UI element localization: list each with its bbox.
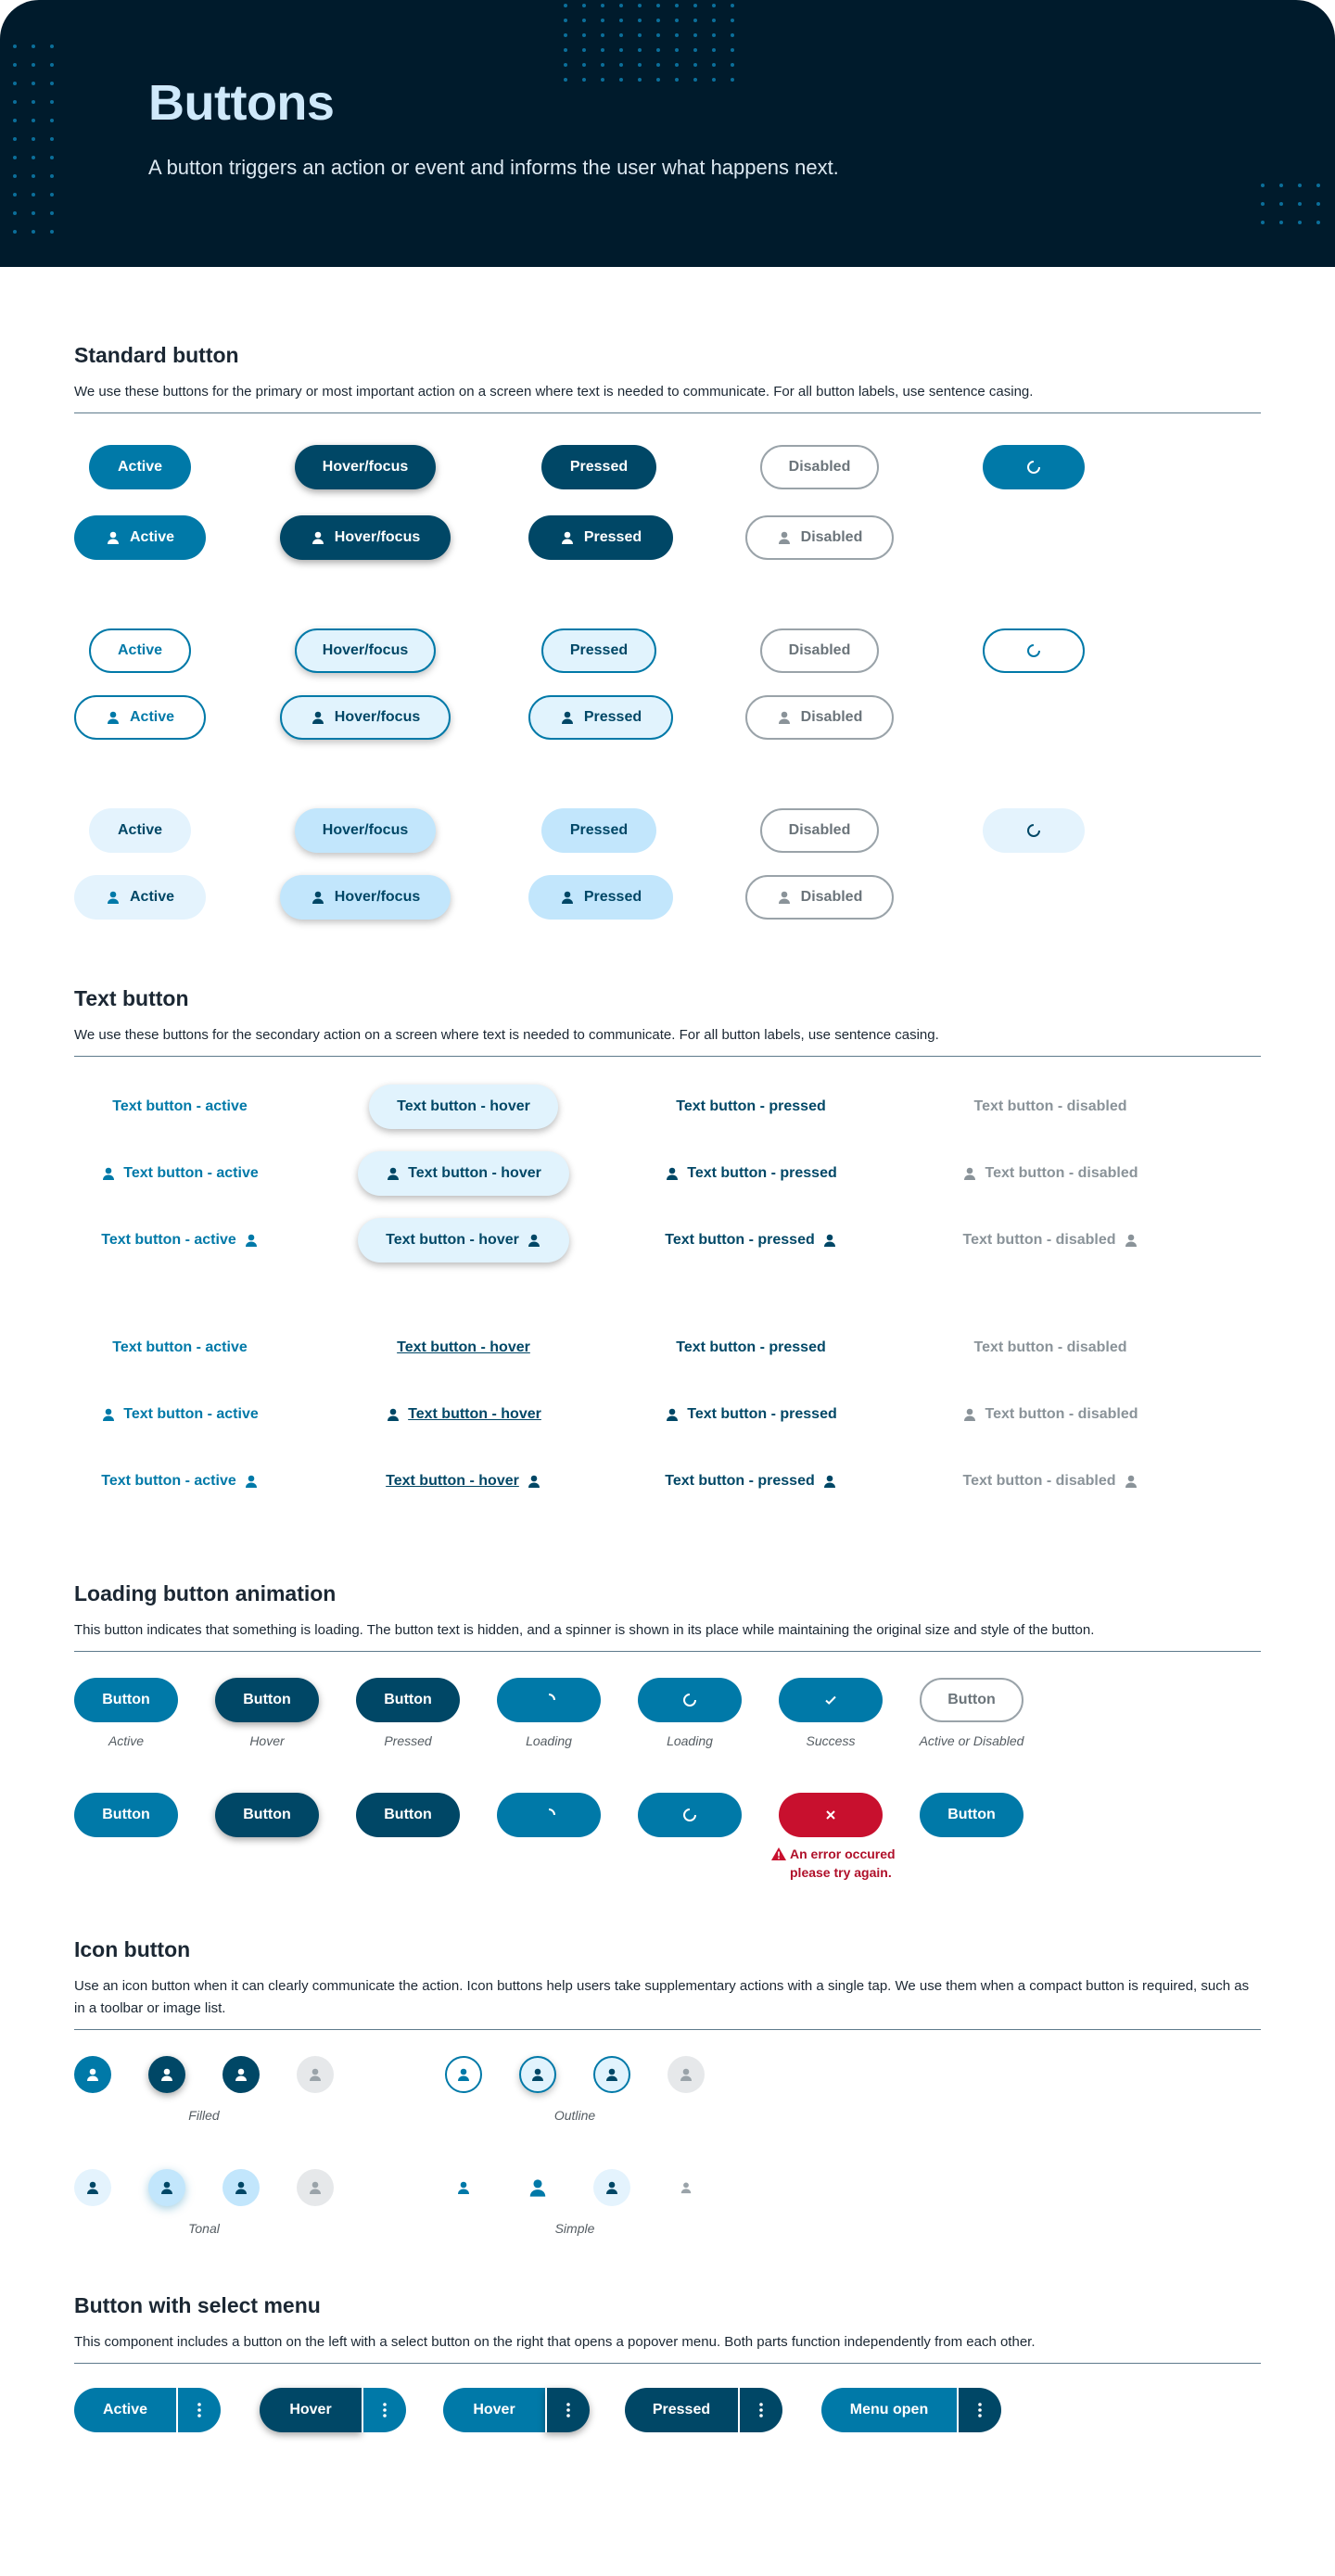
user-icon — [159, 2067, 174, 2082]
dot — [582, 33, 586, 37]
split-button-hover-main — [260, 2388, 406, 2432]
tonal-loading-button[interactable] — [983, 808, 1085, 853]
kebab-menu-icon — [197, 2403, 201, 2417]
dot — [638, 63, 642, 67]
dot — [13, 230, 17, 234]
dot — [712, 78, 716, 82]
divider — [74, 2029, 1261, 2030]
dot — [13, 82, 17, 85]
caption-active-or-disabled: Active or Disabled — [919, 1733, 1024, 1748]
text-button-active-leading-icon[interactable]: Text button - active — [96, 1151, 263, 1196]
caption-filled: Filled — [188, 2108, 220, 2123]
dot — [731, 19, 734, 22]
section-description: We use these buttons for the primary or most important action on a screen where text is needed to communicate. For all button labels, use sentence casing. — [74, 384, 1034, 400]
divider — [74, 2363, 1261, 2364]
icon-button-outline-disabled[interactable] — [668, 2056, 705, 2093]
user-icon — [1124, 1233, 1138, 1248]
user-icon — [311, 890, 325, 905]
dot-pattern-top — [564, 4, 734, 82]
outline-active-icon-button[interactable]: Active — [74, 695, 206, 740]
section-title: Text button — [74, 986, 189, 1010]
text-button-disabled[interactable]: Text button - disabled — [973, 1098, 1127, 1114]
dot — [656, 33, 660, 37]
spinner-icon — [1026, 643, 1041, 658]
split-button-active — [74, 2388, 221, 2432]
dot-pattern-right — [1261, 184, 1320, 224]
dot — [731, 78, 734, 82]
dot — [619, 78, 623, 82]
icon-button-tonal-active[interactable] — [74, 2169, 111, 2206]
text-button-active-leading-icon[interactable]: Text button - active — [96, 1392, 263, 1437]
dot — [675, 78, 679, 82]
dot — [50, 100, 54, 104]
spinner-icon — [682, 1693, 697, 1707]
text-button-pressed[interactable]: Text button - pressed — [676, 1098, 826, 1114]
dot — [13, 137, 17, 141]
dot — [1279, 202, 1283, 206]
filled-pressed-button[interactable]: Pressed — [541, 445, 656, 489]
dot — [601, 78, 604, 82]
kebab-menu-icon — [383, 2403, 387, 2417]
dot — [564, 48, 567, 52]
loading-success-button[interactable] — [779, 1678, 883, 1722]
split-button-select[interactable] — [738, 2388, 782, 2432]
section-title: Icon button — [74, 1937, 191, 1961]
dot — [656, 19, 660, 22]
text-button-hover[interactable]: Text button - hover — [369, 1085, 558, 1129]
dot-pattern-left — [13, 44, 54, 234]
user-icon — [777, 530, 792, 545]
dot — [13, 193, 17, 197]
dot — [731, 48, 734, 52]
dot — [1261, 184, 1265, 187]
split-button-select[interactable] — [362, 2388, 406, 2432]
user-icon — [962, 1407, 977, 1422]
dot — [50, 82, 54, 85]
dot — [656, 4, 660, 7]
dot — [32, 137, 35, 141]
user-icon — [308, 2067, 323, 2082]
user-icon — [665, 1166, 680, 1181]
user-icon — [101, 1407, 116, 1422]
caption-simple: Simple — [554, 2221, 595, 2236]
outline-loading-button[interactable] — [983, 628, 1085, 673]
text-button-active[interactable]: Text button - active — [112, 1098, 248, 1114]
loading-pressed-button[interactable]: Button — [356, 1678, 460, 1722]
outline-pressed-button[interactable]: Pressed — [541, 628, 656, 673]
loading-active-button[interactable]: Button — [920, 1793, 1024, 1837]
dot — [50, 44, 54, 48]
user-icon — [528, 2177, 548, 2198]
dot — [675, 63, 679, 67]
dot — [50, 174, 54, 178]
dot — [675, 48, 679, 52]
dot — [1261, 221, 1265, 224]
user-icon — [530, 2067, 545, 2082]
dot — [13, 100, 17, 104]
icon-button-section — [74, 1937, 1261, 2265]
user-icon — [560, 890, 575, 905]
user-icon — [822, 1474, 837, 1489]
dot — [1279, 221, 1283, 224]
dot — [582, 48, 586, 52]
user-icon — [234, 2067, 248, 2082]
dot — [50, 230, 54, 234]
text-button-pressed-trailing-icon[interactable]: Text button - pressed — [658, 1459, 844, 1504]
dot — [1316, 184, 1320, 187]
text-button-hover-underline-trailing-icon[interactable]: Text button - hover — [358, 1459, 569, 1504]
tonal-hover-icon-button[interactable]: Hover/focus — [280, 875, 451, 920]
user-icon — [527, 1233, 541, 1248]
dot — [601, 33, 604, 37]
dot — [693, 4, 697, 7]
dot — [564, 4, 567, 7]
spinner-icon — [1026, 823, 1041, 838]
text-button-active[interactable]: Text button - active — [112, 1339, 248, 1355]
text-button-hover-trailing-icon[interactable]: Text button - hover — [358, 1218, 569, 1263]
tonal-hover-button[interactable]: Hover/focus — [295, 808, 436, 853]
split-button-main[interactable]: Menu open — [821, 2388, 957, 2432]
dot — [32, 211, 35, 215]
warning-icon — [771, 1847, 786, 1860]
icon-button-tonal-pressed[interactable] — [222, 2169, 260, 2206]
dot — [13, 174, 17, 178]
split-button-select[interactable] — [176, 2388, 221, 2432]
dot — [619, 33, 623, 37]
icon-button-simple-hover[interactable] — [519, 2169, 556, 2206]
tonal-disabled-icon-button[interactable]: Disabled — [745, 875, 894, 920]
dot — [693, 48, 697, 52]
dot — [13, 211, 17, 215]
user-icon — [777, 890, 792, 905]
text-button-pressed-leading-icon[interactable]: Text button - pressed — [658, 1392, 844, 1437]
loading-spinner-button[interactable] — [638, 1678, 742, 1722]
dot — [32, 193, 35, 197]
dot — [731, 4, 734, 7]
section-description: This button indicates that something is loading. The button text is hidden, and a spinner is shown in its place while maintaining the original size and style of the button. — [74, 1622, 1095, 1638]
loading-pressed-button[interactable]: Button — [356, 1793, 460, 1837]
dot — [638, 4, 642, 7]
dot — [32, 44, 35, 48]
dot — [693, 78, 697, 82]
dot — [1316, 202, 1320, 206]
dot — [656, 48, 660, 52]
user-icon — [1124, 1474, 1138, 1489]
text-button-active-trailing-icon[interactable]: Text button - active — [96, 1218, 263, 1263]
user-icon — [777, 710, 792, 725]
dot — [32, 174, 35, 178]
icon-button-filled-hover[interactable] — [148, 2056, 185, 2093]
spinner-icon — [682, 1808, 697, 1822]
kebab-menu-icon — [566, 2403, 570, 2417]
outline-hover-button[interactable]: Hover/focus — [295, 628, 436, 673]
icon-button-tonal-hover[interactable] — [148, 2169, 185, 2206]
user-icon — [560, 530, 575, 545]
user-icon — [456, 2067, 471, 2082]
dot — [582, 4, 586, 7]
filled-disabled-icon-button[interactable]: Disabled — [745, 515, 894, 560]
split-button-main[interactable]: Pressed — [625, 2388, 738, 2432]
text-button-pressed-trailing-icon[interactable]: Text button - pressed — [658, 1218, 844, 1263]
text-button-active-trailing-icon[interactable]: Text button - active — [96, 1459, 263, 1504]
dot — [712, 48, 716, 52]
icon-button-tonal-disabled[interactable] — [297, 2169, 334, 2206]
user-icon — [822, 1233, 837, 1248]
icon-button-filled-active[interactable] — [74, 2056, 111, 2093]
icon-button-outline-pressed[interactable] — [593, 2056, 630, 2093]
divider — [74, 1056, 1261, 1057]
user-icon — [85, 2180, 100, 2195]
text-button-pressed[interactable]: Text button - pressed — [676, 1339, 826, 1355]
divider — [74, 1651, 1261, 1652]
caption-pressed: Pressed — [384, 1733, 432, 1748]
outline-disabled-icon-button[interactable]: Disabled — [745, 695, 894, 740]
filled-loading-button[interactable] — [983, 445, 1085, 489]
split-button-menu-open — [821, 2388, 1001, 2432]
dot — [675, 33, 679, 37]
dot — [50, 63, 54, 67]
user-icon — [308, 2180, 323, 2195]
dot — [1298, 221, 1302, 224]
loading-spinner-button[interactable] — [638, 1793, 742, 1837]
split-button-hover-select — [443, 2388, 590, 2432]
icon-button-outline-active[interactable] — [445, 2056, 482, 2093]
dot — [601, 63, 604, 67]
dot — [638, 19, 642, 22]
dot — [50, 193, 54, 197]
split-button-main[interactable]: Hover — [260, 2388, 362, 2432]
standard-button-section — [74, 343, 1261, 914]
dot — [50, 211, 54, 215]
dot — [693, 63, 697, 67]
dot — [32, 100, 35, 104]
dot — [1316, 221, 1320, 224]
divider — [74, 412, 1261, 413]
filled-hover-button[interactable]: Hover/focus — [295, 445, 436, 489]
text-button-hover-underline[interactable]: Text button - hover — [397, 1339, 530, 1355]
dot — [1298, 202, 1302, 206]
dot — [601, 4, 604, 7]
hero-banner — [0, 0, 1335, 267]
outline-hover-icon-button[interactable]: Hover/focus — [280, 695, 451, 740]
dot — [619, 48, 623, 52]
user-icon — [106, 890, 121, 905]
user-icon — [106, 530, 121, 545]
filled-active-icon-button[interactable]: Active — [74, 515, 206, 560]
tonal-pressed-icon-button[interactable]: Pressed — [528, 875, 673, 920]
user-icon — [311, 710, 325, 725]
user-icon — [560, 710, 575, 725]
user-icon — [665, 1407, 680, 1422]
dot — [582, 63, 586, 67]
dot — [712, 63, 716, 67]
split-button-main[interactable]: Active — [74, 2388, 176, 2432]
dot — [619, 19, 623, 22]
user-icon — [962, 1166, 977, 1181]
split-button-select[interactable] — [545, 2388, 590, 2432]
user-icon — [604, 2067, 619, 2082]
loading-error-button[interactable] — [779, 1793, 883, 1837]
loading-disabled-button[interactable]: Button — [920, 1678, 1024, 1722]
outline-disabled-button[interactable]: Disabled — [760, 628, 879, 673]
dot — [564, 78, 567, 82]
caption-outline: Outline — [553, 2108, 596, 2123]
dot — [1261, 202, 1265, 206]
dot — [50, 156, 54, 159]
outline-pressed-icon-button[interactable]: Pressed — [528, 695, 673, 740]
dot — [619, 4, 623, 7]
filled-hover-icon-button[interactable]: Hover/focus — [280, 515, 451, 560]
tonal-active-icon-button[interactable]: Active — [74, 875, 206, 920]
user-icon — [527, 1474, 541, 1489]
text-button-disabled-leading-icon[interactable]: Text button - disabled — [953, 1392, 1148, 1437]
section-title: Loading button animation — [74, 1581, 337, 1605]
dot — [32, 156, 35, 159]
text-button-pressed-leading-icon[interactable]: Text button - pressed — [658, 1151, 844, 1196]
dot — [712, 19, 716, 22]
dot — [601, 48, 604, 52]
dot — [731, 63, 734, 67]
filled-disabled-button[interactable]: Disabled — [760, 445, 879, 489]
dot — [601, 19, 604, 22]
text-button-disabled-trailing-icon[interactable]: Text button - disabled — [953, 1459, 1148, 1504]
loading-active-button[interactable]: Button — [74, 1678, 178, 1722]
dot — [564, 19, 567, 22]
user-icon — [680, 2181, 693, 2194]
icon-button-simple-pressed[interactable] — [593, 2169, 630, 2206]
dot — [712, 4, 716, 7]
filled-active-button[interactable]: Active — [89, 445, 191, 489]
dot — [638, 33, 642, 37]
section-description: Use an icon button when it can clearly communicate the action. Icon buttons help users take supplementary actions with a single tap. We use them when a compact button is required, such as in a toolbar or image list. — [74, 1978, 1250, 2016]
caption-hover: Hover — [249, 1733, 285, 1748]
spinner-icon — [1026, 460, 1041, 475]
icon-button-filled-pressed[interactable] — [222, 2056, 260, 2093]
tonal-disabled-button[interactable]: Disabled — [760, 808, 879, 853]
page-title: Buttons — [148, 75, 335, 131]
dot — [32, 63, 35, 67]
text-button-section — [74, 986, 1261, 1535]
caption-active: Active — [108, 1733, 145, 1748]
dot — [619, 63, 623, 67]
user-icon — [386, 1407, 400, 1422]
icon-button-simple-disabled[interactable] — [668, 2169, 705, 2206]
user-icon — [386, 1166, 400, 1181]
section-description: This component includes a button on the left with a select button on the right that opens a popover menu. Both parts function independently from each other. — [74, 2334, 1036, 2350]
loading-hover-button[interactable]: Button — [215, 1678, 319, 1722]
user-icon — [456, 2180, 471, 2195]
dot — [564, 63, 567, 67]
dot — [582, 19, 586, 22]
close-icon — [823, 1808, 838, 1822]
icon-button-simple-active[interactable] — [445, 2169, 482, 2206]
split-button-main[interactable]: Hover — [443, 2388, 545, 2432]
spinner-icon — [541, 1808, 556, 1822]
dot — [731, 33, 734, 37]
text-button-hover-underline-leading-icon[interactable]: Text button - hover — [358, 1392, 569, 1437]
user-icon — [159, 2180, 174, 2195]
icon-button-outline-hover[interactable] — [519, 2056, 556, 2093]
dot — [582, 78, 586, 82]
error-message: An error occured please try again. — [771, 1845, 910, 1882]
caption-tonal: Tonal — [188, 2221, 220, 2236]
check-icon — [823, 1693, 838, 1707]
dot — [13, 119, 17, 122]
kebab-menu-icon — [978, 2403, 982, 2417]
user-icon — [244, 1233, 259, 1248]
loading-active-button[interactable]: Button — [74, 1793, 178, 1837]
dot — [1279, 184, 1283, 187]
dot — [656, 78, 660, 82]
dot — [32, 230, 35, 234]
dot — [13, 156, 17, 159]
section-title: Standard button — [74, 343, 239, 367]
user-icon — [85, 2067, 100, 2082]
dot — [638, 78, 642, 82]
caption-success: Success — [806, 1733, 856, 1748]
loading-button-section — [74, 1581, 1261, 1900]
dot — [13, 44, 17, 48]
dot — [638, 48, 642, 52]
loading-hover-button[interactable]: Button — [215, 1793, 319, 1837]
page-subtitle: A button triggers an action or event and informs the user what happens next. — [148, 156, 839, 179]
user-icon — [679, 2067, 693, 2082]
dot — [693, 33, 697, 37]
tonal-active-button[interactable]: Active — [89, 808, 191, 853]
user-icon — [244, 1474, 259, 1489]
caption-loading: Loading — [526, 1733, 572, 1748]
kebab-menu-icon — [759, 2403, 763, 2417]
caption-loading: Loading — [667, 1733, 713, 1748]
dot — [50, 119, 54, 122]
dot — [50, 137, 54, 141]
loading-spinner-start-button[interactable] — [497, 1793, 601, 1837]
icon-button-filled-disabled[interactable] — [297, 2056, 334, 2093]
dot — [1298, 184, 1302, 187]
dot — [675, 19, 679, 22]
text-button-disabled-leading-icon[interactable]: Text button - disabled — [953, 1151, 1148, 1196]
dot — [564, 33, 567, 37]
dot — [32, 119, 35, 122]
split-button-pressed — [625, 2388, 782, 2432]
dot — [693, 19, 697, 22]
dot — [656, 63, 660, 67]
user-icon — [311, 530, 325, 545]
dot — [675, 4, 679, 7]
loading-spinner-start-button[interactable] — [497, 1678, 601, 1722]
spinner-icon — [541, 1693, 556, 1707]
dot — [32, 82, 35, 85]
text-button-hover-leading-icon[interactable]: Text button - hover — [358, 1151, 569, 1196]
select-menu-section — [74, 2293, 1261, 2460]
dot — [13, 63, 17, 67]
filled-pressed-icon-button[interactable]: Pressed — [528, 515, 673, 560]
section-description: We use these buttons for the secondary action on a screen where text is needed to communicate. For all button labels, use sentence casing. — [74, 1027, 939, 1043]
user-icon — [101, 1166, 116, 1181]
text-button-disabled-trailing-icon[interactable]: Text button - disabled — [953, 1218, 1148, 1263]
dot — [712, 33, 716, 37]
user-icon — [234, 2180, 248, 2195]
outline-active-button[interactable]: Active — [89, 628, 191, 673]
split-button-select[interactable] — [957, 2388, 1001, 2432]
section-title: Button with select menu — [74, 2293, 321, 2317]
user-icon — [604, 2180, 619, 2195]
text-button-disabled[interactable]: Text button - disabled — [973, 1339, 1127, 1355]
tonal-pressed-button[interactable]: Pressed — [541, 808, 656, 853]
user-icon — [106, 710, 121, 725]
